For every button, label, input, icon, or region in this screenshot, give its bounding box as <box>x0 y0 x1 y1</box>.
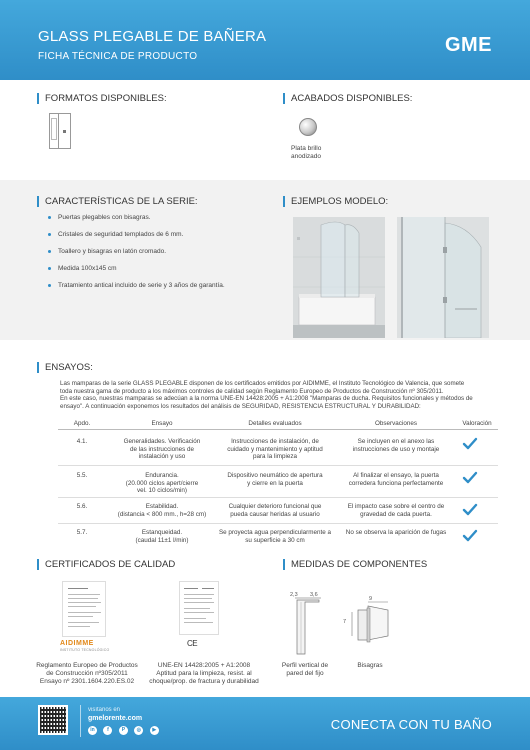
formats-title: FORMATOS DISPONIBLES: <box>37 93 167 104</box>
feature-item: Toallero y bisagras en latón cromado. <box>48 248 225 265</box>
hinge-dim-b: 7 <box>343 619 347 625</box>
example-photo-bathtub <box>293 217 385 338</box>
product-title: GLASS PLEGABLE DE BAÑERA <box>38 28 267 45</box>
qr-code-icon[interactable] <box>38 705 68 735</box>
youtube-icon[interactable]: ▶ <box>150 726 159 735</box>
finishes-title: ACABADOS DISPONIBLES: <box>283 93 412 104</box>
feature-item: Tratamiento antical incluido de serie y 3 años de garantía. <box>48 282 225 299</box>
table-row: 5.5. Endurancia. (20.000 ciclos apert/cierre vel. 10 ciclos/min) Dispositivo neumático de apertura y cierre en la puerta Al finalizar el ensayo, la puerta corredera funciona perfectamente <box>58 466 498 498</box>
profile-dim-b: 3,6 <box>310 592 318 598</box>
certificate-document-1 <box>62 581 106 637</box>
hinges-caption: Bisagras <box>357 662 383 669</box>
check-icon <box>462 529 478 543</box>
check-icon <box>462 471 478 485</box>
gme-logo: GME <box>444 34 492 56</box>
col-observaciones: Observaciones <box>375 420 417 427</box>
feature-list <box>48 214 225 299</box>
profile-caption: Perfil vertical de pared del fijo <box>281 662 329 677</box>
characteristics-title: CARACTERÍSTICAS DE LA SERIE: <box>37 196 198 207</box>
col-detalles: Detalles evaluados <box>248 420 302 427</box>
certificate-document-2 <box>179 581 219 635</box>
tests-title: ENSAYOS: <box>37 362 93 373</box>
feature-item: Medida 100x145 cm <box>48 265 225 282</box>
footer-slogan: CONECTA CON TU BAÑO <box>330 717 492 732</box>
table-row: 4.1. Generalidades. Verificación de las instrucciones de instalación y uso Instrucciones de instalación, de cuidado y mantenimiento y aptitud para la limpieza Se incluyen en el anexo las instrucciones de uso y montaje <box>58 432 498 466</box>
social-links <box>88 726 161 744</box>
aidimme-logo-sub: INSTITUTO TECNOLÓGICO <box>60 648 110 652</box>
certificate-caption-1: Reglamento Europeo de Productos de Construcción nº305/2011 Ensayo nº 2301.1604.220.ES.02 <box>36 662 138 685</box>
certificates-title: CERTIFICADOS DE CALIDAD <box>37 559 175 570</box>
components-title: MEDIDAS DE COMPONENTES <box>283 559 427 570</box>
pinterest-icon[interactable]: P <box>119 726 128 735</box>
table-header <box>58 418 498 430</box>
tests-intro: Las mamparas de la serie GLASS PLEGABLE disponen de los certificados emitidos por AIDIMME, el Instituto Tecnológico de Valencia, que somete toda nuestra gama de producto a los máximos controles de calidad según Reglamento Europeo de Productos de Construcción nº 305/2011. En este caso, nuestras mamparas se adecúan a la norma UNE-EN 14428:2005 + A1:2008 "Mamparas de ducha. Requisitos funcionales y métodos de ensayo". A continuación exponemos los resultados del análisis de SEGURIDAD, RESISTENCIA ESTRUCTURAL Y DURABILIDAD: <box>60 380 473 410</box>
visit-label: visítanos en <box>88 707 121 713</box>
instagram-icon[interactable]: ◎ <box>134 726 143 735</box>
feature-item: Puertas plegables con bisagras. <box>48 214 225 231</box>
hinge-drawing-icon <box>348 596 398 656</box>
feature-item: Cristales de seguridad templados de 6 mm. <box>48 231 225 248</box>
col-apdo: Apdo. <box>73 420 91 427</box>
header-banner <box>0 0 530 80</box>
linkedin-icon[interactable]: in <box>88 726 97 735</box>
finish-swatch-silver <box>299 118 317 136</box>
footer-banner <box>0 697 530 750</box>
col-valoracion: Valoración <box>462 420 492 427</box>
example-photo-detail <box>397 217 489 338</box>
col-ensayo: Ensayo <box>151 420 173 427</box>
product-subtitle: FICHA TÉCNICA DE PRODUCTO <box>38 51 198 62</box>
aidimme-logo: AIDIMME <box>60 640 94 647</box>
certificate-caption-2: UNE-EN 14428:2005 + A1:2008 Aptitud para la limpieza, resist. al choque/prop. de fractura y durabilidad <box>149 662 259 685</box>
website-link[interactable]: gmelorente.com <box>88 715 143 722</box>
profile-drawing-icon <box>285 588 335 658</box>
ce-mark-icon: CE <box>187 639 198 648</box>
format-thumbnail-icon <box>49 113 71 149</box>
examples-title: EJEMPLOS MODELO: <box>283 196 388 207</box>
check-icon <box>462 503 478 517</box>
hinge-dim-a: 9 <box>369 596 373 602</box>
table-row: 5.6. Estabilidad. (distancia < 800 mm., h=28 cm) Cualquier deterioro funcional que pueda causar heridas al usuario El impacto case sobre el centro de gravedad de cada puerta. <box>58 498 498 524</box>
finish-label: Plata brillo anodizado <box>291 145 322 160</box>
profile-dim-a: 2,3 <box>290 592 298 598</box>
check-icon <box>462 437 478 451</box>
facebook-icon[interactable]: f <box>103 726 112 735</box>
table-row: 5.7. Estanqueidad. (caudal 11±1 l/min) Se proyecta agua perpendicularmente a su superficie a 30 cm No se observa la aparición de fugas <box>58 524 498 550</box>
